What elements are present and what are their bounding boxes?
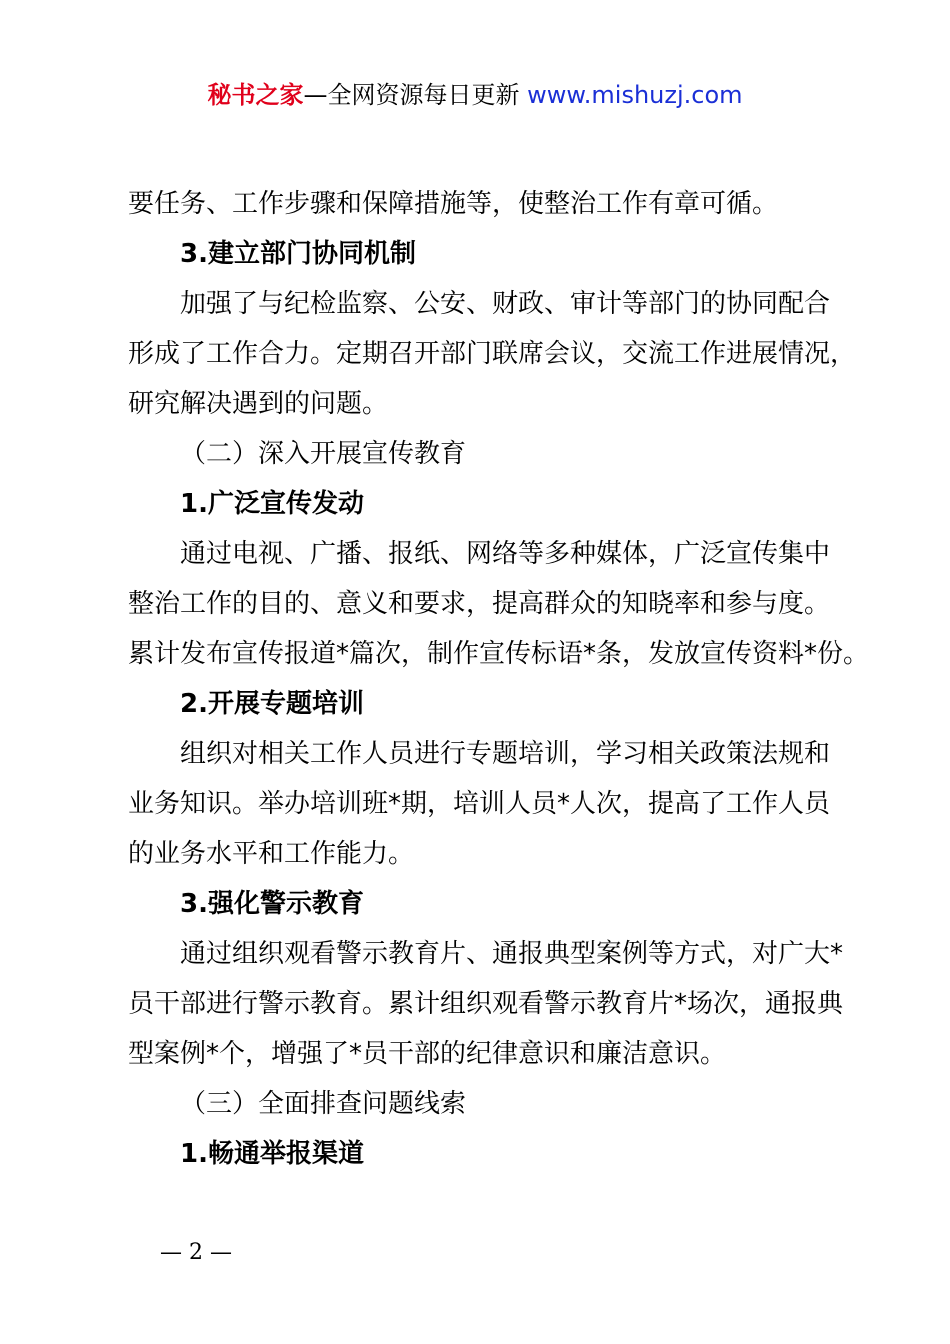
paragraph-line: 要任务、工作步骤和保障措施等，使整治工作有章可循。: [128, 189, 779, 219]
section-heading: 2.开展专题培训: [180, 689, 364, 719]
paragraph-line: 通过组织观看警示教育片、通报典型案例等方式，对广大*: [180, 939, 844, 969]
paragraph-line: 员干部进行警示教育。累计组织观看警示教育片*场次，通报典: [128, 989, 844, 1019]
paragraph-line: 加强了与纪检监察、公安、财政、审计等部门的协同配合: [180, 289, 831, 319]
header-brand: 秘书之家: [207, 81, 304, 109]
section-heading: 1.畅通举报渠道: [180, 1139, 364, 1169]
section-heading: 3.建立部门协同机制: [180, 239, 416, 269]
paragraph-line: 通过电视、广播、报纸、网络等多种媒体，广泛宣传集中: [180, 539, 831, 569]
section-heading: 1.广泛宣传发动: [180, 489, 364, 519]
paragraph-line: 累计发布宣传报道*篇次，制作宣传标语*条，发放宣传资料*份。: [128, 639, 870, 669]
paragraph-line: 的业务水平和工作能力。: [128, 839, 415, 869]
subsection-heading: （三）全面排查问题线索: [180, 1089, 467, 1119]
header-url-link[interactable]: www.mishuzj.com: [527, 81, 743, 109]
page-header: [0, 78, 950, 112]
section-heading: 3.强化警示教育: [180, 889, 364, 919]
header-tagline: —全网资源每日更新: [303, 81, 520, 109]
paragraph-line: 研究解决遇到的问题。: [128, 389, 389, 419]
page-number: — 2 —: [160, 1240, 232, 1265]
paragraph-line: 整治工作的目的、意义和要求，提高群众的知晓率和参与度。: [128, 589, 831, 619]
paragraph-line: 业务知识。举办培训班*期，培训人员*人次，提高了工作人员: [128, 789, 831, 819]
paragraph-line: 组织对相关工作人员进行专题培训，学习相关政策法规和: [180, 739, 831, 769]
paragraph-line: 型案例*个，增强了*员干部的纪律意识和廉洁意识。: [128, 1039, 727, 1069]
paragraph-line: 形成了工作合力。定期召开部门联席会议，交流工作进展情况，: [128, 339, 857, 369]
subsection-heading: （二）深入开展宣传教育: [180, 439, 467, 469]
